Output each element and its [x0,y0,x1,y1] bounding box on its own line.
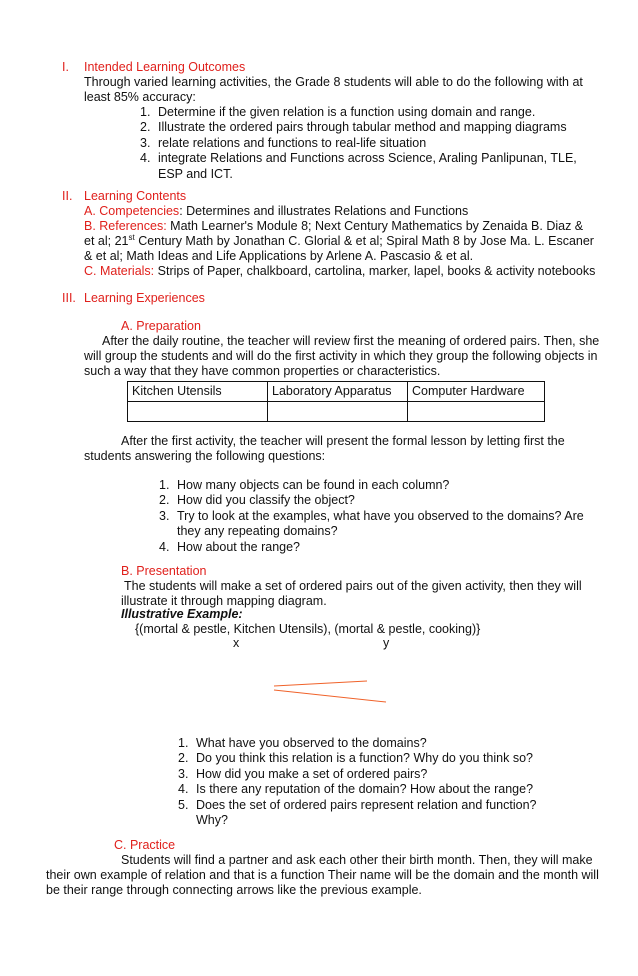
table-cell [408,402,545,422]
list-item: 3. relate relations and functions to real-life situation [140,135,427,150]
list-item: 4. integrate Relations and Functions across Science, Araling Panlipunan, TLE, ESP and ICT. [140,151,577,181]
section-2-title: Learning Contents [84,189,187,203]
section-3-number: III. [62,291,76,305]
list-item: 1. What have you observed to the domains? [178,736,427,750]
outcomes-list [140,105,598,182]
practice-line-1: Students will find a partner and ask each other their birth month. Then, they will make [121,853,593,867]
references-line-3: & et al; Math Ideas and Life Applications by Arlene A. Pascasio & et al. [84,249,474,263]
table-header-laboratory: Laboratory Apparatus [268,382,408,402]
section-2-heading [62,189,186,204]
section-1-intro-line-1: Through varied learning activities, the Grade 8 students will able to do the following with at [84,75,583,89]
domain-x-label: x [233,636,240,650]
list-item: 2. How did you classify the object? [159,493,355,508]
list-item: 2. Illustrate the ordered pairs through tabular method and mapping diagrams [140,120,567,135]
after-activity-line-2: students answering the following questions: [84,449,326,463]
table-row [128,402,545,422]
list-item: 1. How many objects can be found in each column? [159,478,450,492]
mapping-arrow-line [274,690,386,702]
table-row [128,382,545,402]
list-item: 2. Do you think this relation is a function? Why do you think so? [178,751,533,766]
table-cell [268,402,408,422]
section-2-number: II. [62,189,73,203]
references-line-1: B. References: Math Learner's Module 8; Next Century Mathematics by Zenaida B. Diaz & [84,219,584,233]
preparation-line-3: such a way that they have common properties or characteristics. [84,364,441,378]
list-item: 4. How about the range? [159,539,301,554]
competencies-line: A. Competencies: Determines and illustrates Relations and Functions [84,204,469,218]
references-line-2: et al; 21st Century Math by Jonathan C. Glorial & et al; Spiral Math 8 by Jose Ma. L. Escaner [84,232,594,248]
mapping-arrows [270,678,390,708]
table-cell [128,402,268,422]
list-item: 4. Is there any reputation of the domain? How about the range? [178,782,534,797]
category-table [127,381,545,422]
practice-line-2: their own example of relation and that is a function Their name will be the domain and the month will [46,868,599,882]
presentation-title: B. Presentation [121,564,207,578]
illustrative-example-label: Illustrative Example: [121,607,243,621]
section-3-heading [62,291,205,306]
practice-title: C. Practice [114,838,176,852]
presentation-line-2: illustrate it through mapping diagram. [121,594,327,608]
practice-line-3: be their range through connecting arrows like the previous example. [46,883,422,897]
section-3-title: Learning Experiences [84,291,205,305]
preparation-line-2: will group the students and will do the first activity in which they group the following objects in [84,349,598,363]
section-1-intro-line-2: least 85% accuracy: [84,90,196,104]
illustrative-example: {(mortal & pestle, Kitchen Utensils), (mortal & pestle, cooking)} [135,622,481,636]
range-y-label: y [383,636,390,650]
preparation-title: A. Preparation [121,319,201,333]
after-activity-line-1: After the first activity, the teacher will present the formal lesson by letting first the [121,434,565,448]
materials-line: C. Materials: Strips of Paper, chalkboard, cartolina, marker, lapel, books & activity notebooks [84,264,596,278]
section-1-number: I. [62,60,69,74]
preparation-questions [159,478,587,555]
table-header-computer: Computer Hardware [408,382,545,402]
list-item: 5. Does the set of ordered pairs represent relation and function? Why? [178,797,537,828]
mapping-arrow-line [274,681,367,686]
table-header-kitchen: Kitchen Utensils [128,382,268,402]
list-item: 3. How did you make a set of ordered pairs? [178,766,428,781]
section-1-title: Intended Learning Outcomes [84,60,246,74]
presentation-line-1: The students will make a set of ordered pairs out of the given activity, then they will [124,579,582,593]
list-item: 3. Try to look at the examples, what have you observed to the domains? Are they any repeating domains? [159,508,584,539]
list-item: 1. Determine if the given relation is a function using domain and range. [140,105,536,119]
section-1-heading [62,60,245,75]
presentation-questions [178,736,596,828]
preparation-line-1: After the daily routine, the teacher will review first the meaning of ordered pairs. Then, she [102,334,600,348]
